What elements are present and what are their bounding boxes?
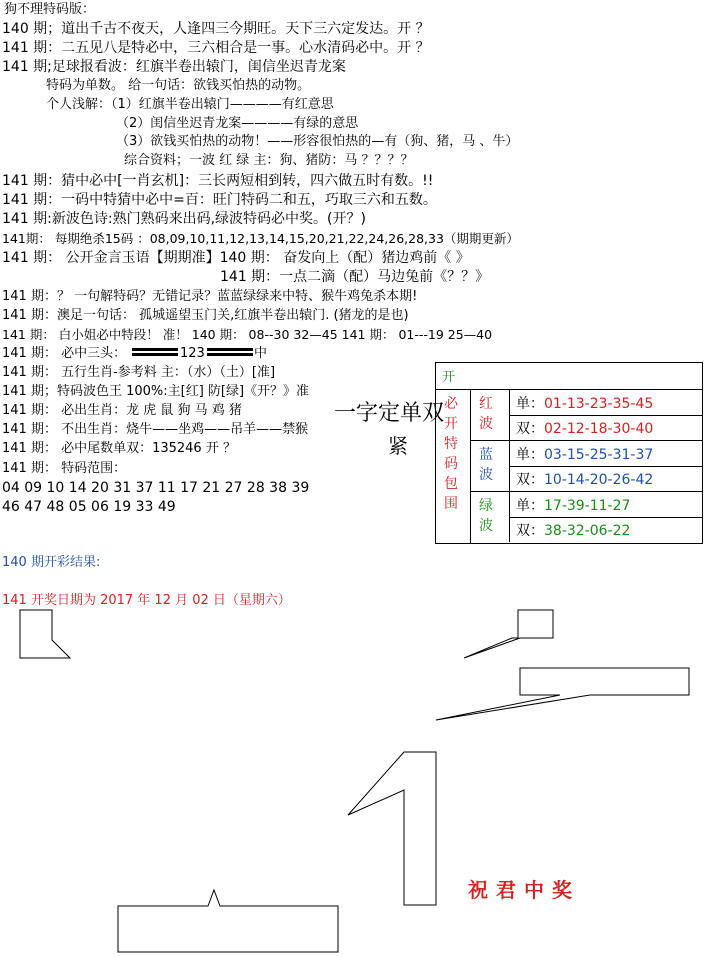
line-13: 141 期： 公开金言玉语【期期准】140 期： 奋发向上（配）猪边鸡前《 》: [2, 250, 470, 266]
group-name: 蓝波: [471, 440, 510, 491]
line-19: 141 期： 五行生肖-参考料 主：（水）（土）[准]: [2, 365, 276, 380]
line-17: 141 期： 白小姐必中特段！ 准！ 140 期： 08--30 32—45 141 期： 01---19 25—40: [2, 327, 493, 342]
special-code-table: [435, 362, 703, 544]
line-5: 个人浅解：（1）红旗半卷出辕门————有红意思: [46, 97, 334, 112]
three-heads-value: 123: [180, 346, 205, 361]
line-11: 141 期:新波色诗:熟门熟码来出码,绿波特码必中奖。(开？): [2, 211, 366, 227]
row-single: 单：03-15-25-31-37: [510, 441, 702, 467]
three-heads-bars-left: [132, 347, 178, 360]
three-heads-bars-right: [207, 347, 253, 360]
line-15: 141 期：？ 一句解特码？无错记录？蓝蓝绿绿来中特、猴牛鸡兔杀本期!: [2, 289, 418, 304]
callout-top-right: [464, 610, 553, 658]
range-line-2: 46 47 48 05 06 19 33 49: [2, 499, 176, 515]
line-24: 141 期： 特码范围：: [2, 461, 127, 476]
range-line-1: 04 09 10 14 20 31 37 11 17 21 27 28 38 39: [2, 480, 310, 496]
next-draw-date: 141 开奖日期为 2017 年 12 月 02 日（星期六）: [2, 593, 291, 608]
line-21: 141 期： 必出生肖：龙 虎 鼠 狗 马 鸡 猪: [2, 403, 242, 418]
line-1: 140 期；道出千古不夜天，人逢四三今期旺。天下三六定发达。开 ？: [2, 21, 430, 37]
page-title: 狗不理特码版：: [4, 2, 96, 17]
row-double: 双：10-14-20-26-42: [510, 466, 702, 492]
line-22: 141 期： 不出生肖：烧牛——坐鸡——吊羊——禁猴: [2, 422, 309, 437]
line-18: 141 期： 必中三头：: [2, 346, 127, 361]
line-20: 141 期；特码波色王 100%:主[红] 防[绿]《开？》准: [2, 384, 310, 399]
row-double: 双：38-32-06-22: [516, 523, 631, 539]
callout-mid-right: [436, 668, 689, 720]
number-one-shape: [348, 752, 436, 905]
group-green: [471, 492, 702, 542]
row-single: 单：01-13-23-35-45: [510, 390, 702, 416]
callout-bottom-left: [118, 890, 338, 952]
line-3: 141 期;足球报看波：红旗半卷出辕门，闺信坐迟青龙案: [2, 59, 346, 75]
callout-top-left: [20, 610, 70, 658]
row-double: 双：02-12-18-30-40: [510, 415, 702, 441]
result-label: 140 期开彩结果:: [2, 555, 101, 570]
line-7: （3）欲钱买怕热的动物！——形容很怕热的—有（狗、猪，马 、牛）: [116, 134, 519, 149]
group-name: 红波: [471, 390, 510, 440]
line-12: 141期： 每期绝杀15码 ：08,09,10,11,12,13,14,15,20,21,22,24,26,28,33（期期更新）: [2, 231, 519, 246]
table-side-label: 必开特码包围: [436, 390, 471, 543]
line-23: 141 期： 必中尾数单双：135246 开 ？: [2, 441, 236, 456]
line-10: 141 期：一码中特猜中必中=百：旺门特码二和五，巧取三六和五数。: [2, 192, 437, 208]
line-16: 141 期：澳足一句话： 孤城遥望玉门关,红旗半卷出辕门. (猪龙的是也): [2, 308, 409, 323]
line-14: 141 期：一点二滴（配）马边兔前《？？》: [220, 269, 490, 285]
line-8: 综合资料；一波 红 绿 主：狗、猪防：马 ？？？？: [124, 153, 414, 168]
group-red: [471, 390, 702, 440]
big-word-2: 紧: [388, 434, 408, 458]
big-word: 一字定单双: [334, 401, 445, 426]
three-heads-suffix: 中: [254, 346, 268, 361]
table-header: 开: [436, 363, 702, 390]
wish-text: 祝君中奖: [468, 878, 580, 902]
line-9: 141 期：猜中必中[一肖玄机]：三长两短相到转，四六做五时有数。!!: [2, 173, 434, 189]
line-4: 特码为单数。 给一句话：欲钱买怕热的动物。: [46, 78, 311, 93]
row-single: 单：17-39-11-27: [510, 492, 702, 518]
group-blue: [471, 441, 702, 491]
line-2: 141 期：二五见八是特必中，三六相合是一事。心水清码必中。开 ？: [2, 40, 430, 56]
line-6: （2）闺信坐迟青龙案————有绿的意思: [116, 116, 359, 131]
group-name: 绿波: [471, 491, 510, 542]
